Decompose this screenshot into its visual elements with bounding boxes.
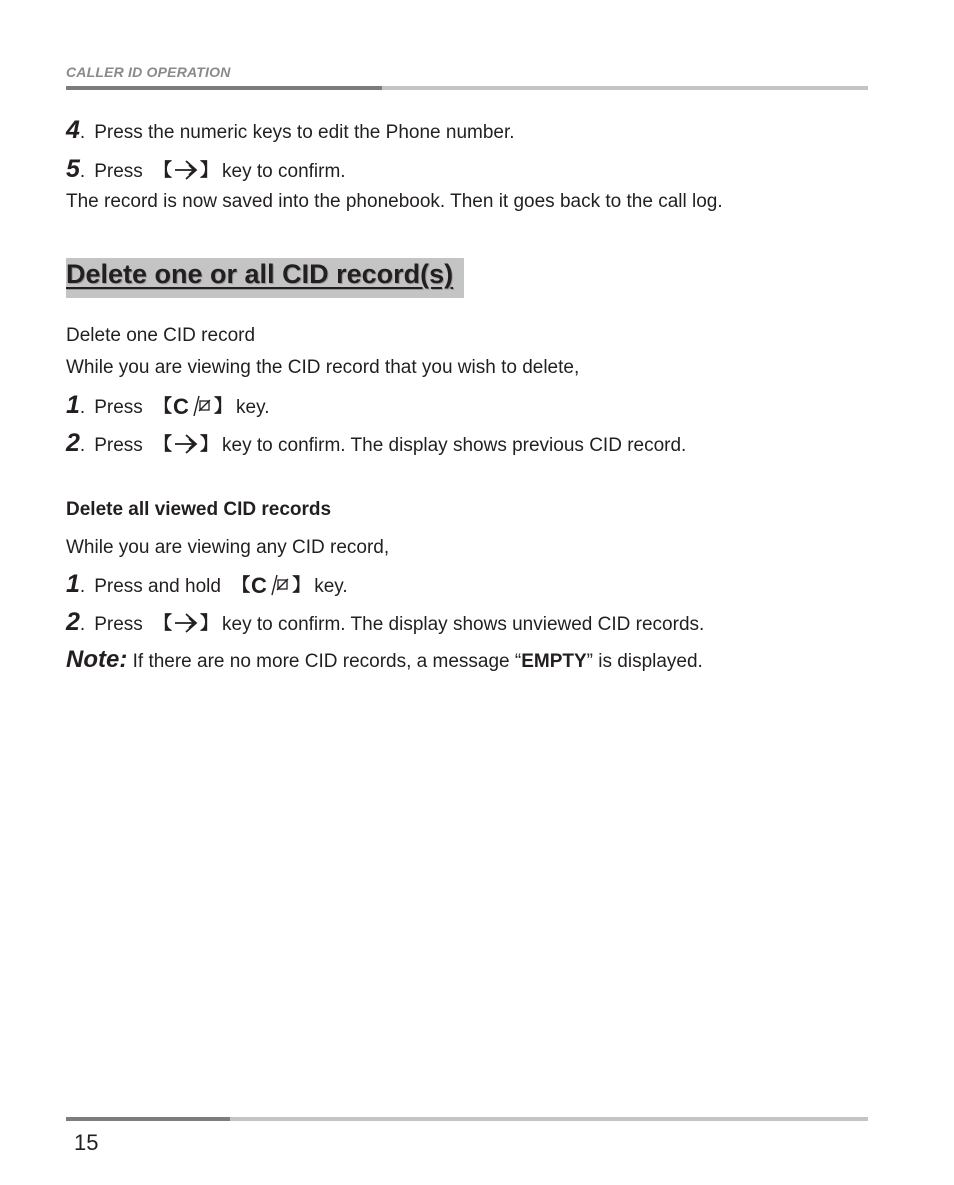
clear-mute-icon <box>172 394 214 418</box>
delete-one-step-1: 1. Press 【 C 】 key. <box>66 391 270 419</box>
svg-text:C: C <box>251 572 268 597</box>
step-text: Press the numeric keys to edit the Phone number. <box>94 122 515 143</box>
note-text: If there are no more CID records, a message “ <box>132 651 522 672</box>
note-text-end: ” is displayed. <box>586 651 703 672</box>
ok-arrow-icon <box>172 159 200 181</box>
note <box>66 648 703 674</box>
delete-one-intro: While you are viewing the CID record that you wish to delete, <box>66 357 580 378</box>
saved-text: The record is now saved into the phonebook. Then it goes back to the call log. <box>66 191 723 212</box>
step-text: key. <box>314 576 348 597</box>
svg-text:C: C <box>173 393 189 418</box>
clear-key: 【 C 】 <box>154 393 233 418</box>
step-text: Press and hold <box>94 576 221 597</box>
step-text: key to confirm. <box>222 161 346 182</box>
delete-one-step-2: 2. Press 【 】 key to confirm. The display shows previous CID record. <box>66 429 687 457</box>
step-number: 1 <box>66 391 80 419</box>
confirm-key: 【 】 <box>154 433 219 454</box>
confirm-key: 【 】 <box>154 159 219 180</box>
step-4: 4. Press the numeric keys to edit the Phone number. <box>66 116 515 144</box>
footer-rule <box>66 1117 868 1121</box>
step-number: 2 <box>66 429 80 457</box>
page-number: 15 <box>74 1130 99 1155</box>
delete-one-label: Delete one CID record <box>66 325 256 346</box>
step-number: 5 <box>66 155 80 183</box>
section-heading: Delete one or all CID record(s) <box>66 259 454 289</box>
clear-key: 【 C 】 <box>232 572 311 597</box>
delete-all-step-1: 1. Press and hold 【 C 】 key. <box>66 570 348 598</box>
step-text: key to confirm. The display shows unviewed CID records. <box>222 614 705 635</box>
header-rule <box>66 86 868 90</box>
ok-arrow-icon <box>172 433 200 455</box>
delete-all-intro: While you are viewing any CID record, <box>66 537 390 558</box>
step-text: Press <box>94 397 143 418</box>
step-5: 5. Press 【 】 key to confirm. <box>66 155 346 183</box>
note-emphasis: EMPTY <box>521 651 587 672</box>
step-text: Press <box>94 161 143 182</box>
step-number: 2 <box>66 608 80 636</box>
confirm-key: 【 】 <box>154 612 219 633</box>
delete-all-label: Delete all viewed CID records <box>66 499 332 520</box>
ok-arrow-icon <box>172 612 200 634</box>
delete-all-step-2: 2. Press 【 】 key to confirm. The display shows unviewed CID records. <box>66 608 705 636</box>
step-text: Press <box>94 435 143 456</box>
step-number: 1 <box>66 570 80 598</box>
step-text: key. <box>236 397 270 418</box>
note-label: Note: <box>66 646 128 673</box>
step-text: key to confirm. The display shows previous CID record. <box>222 435 687 456</box>
step-text: Press <box>94 614 143 635</box>
step-number: 4 <box>66 116 80 144</box>
clear-mute-icon <box>250 573 292 597</box>
section-label: CALLER ID OPERATION <box>66 64 231 80</box>
